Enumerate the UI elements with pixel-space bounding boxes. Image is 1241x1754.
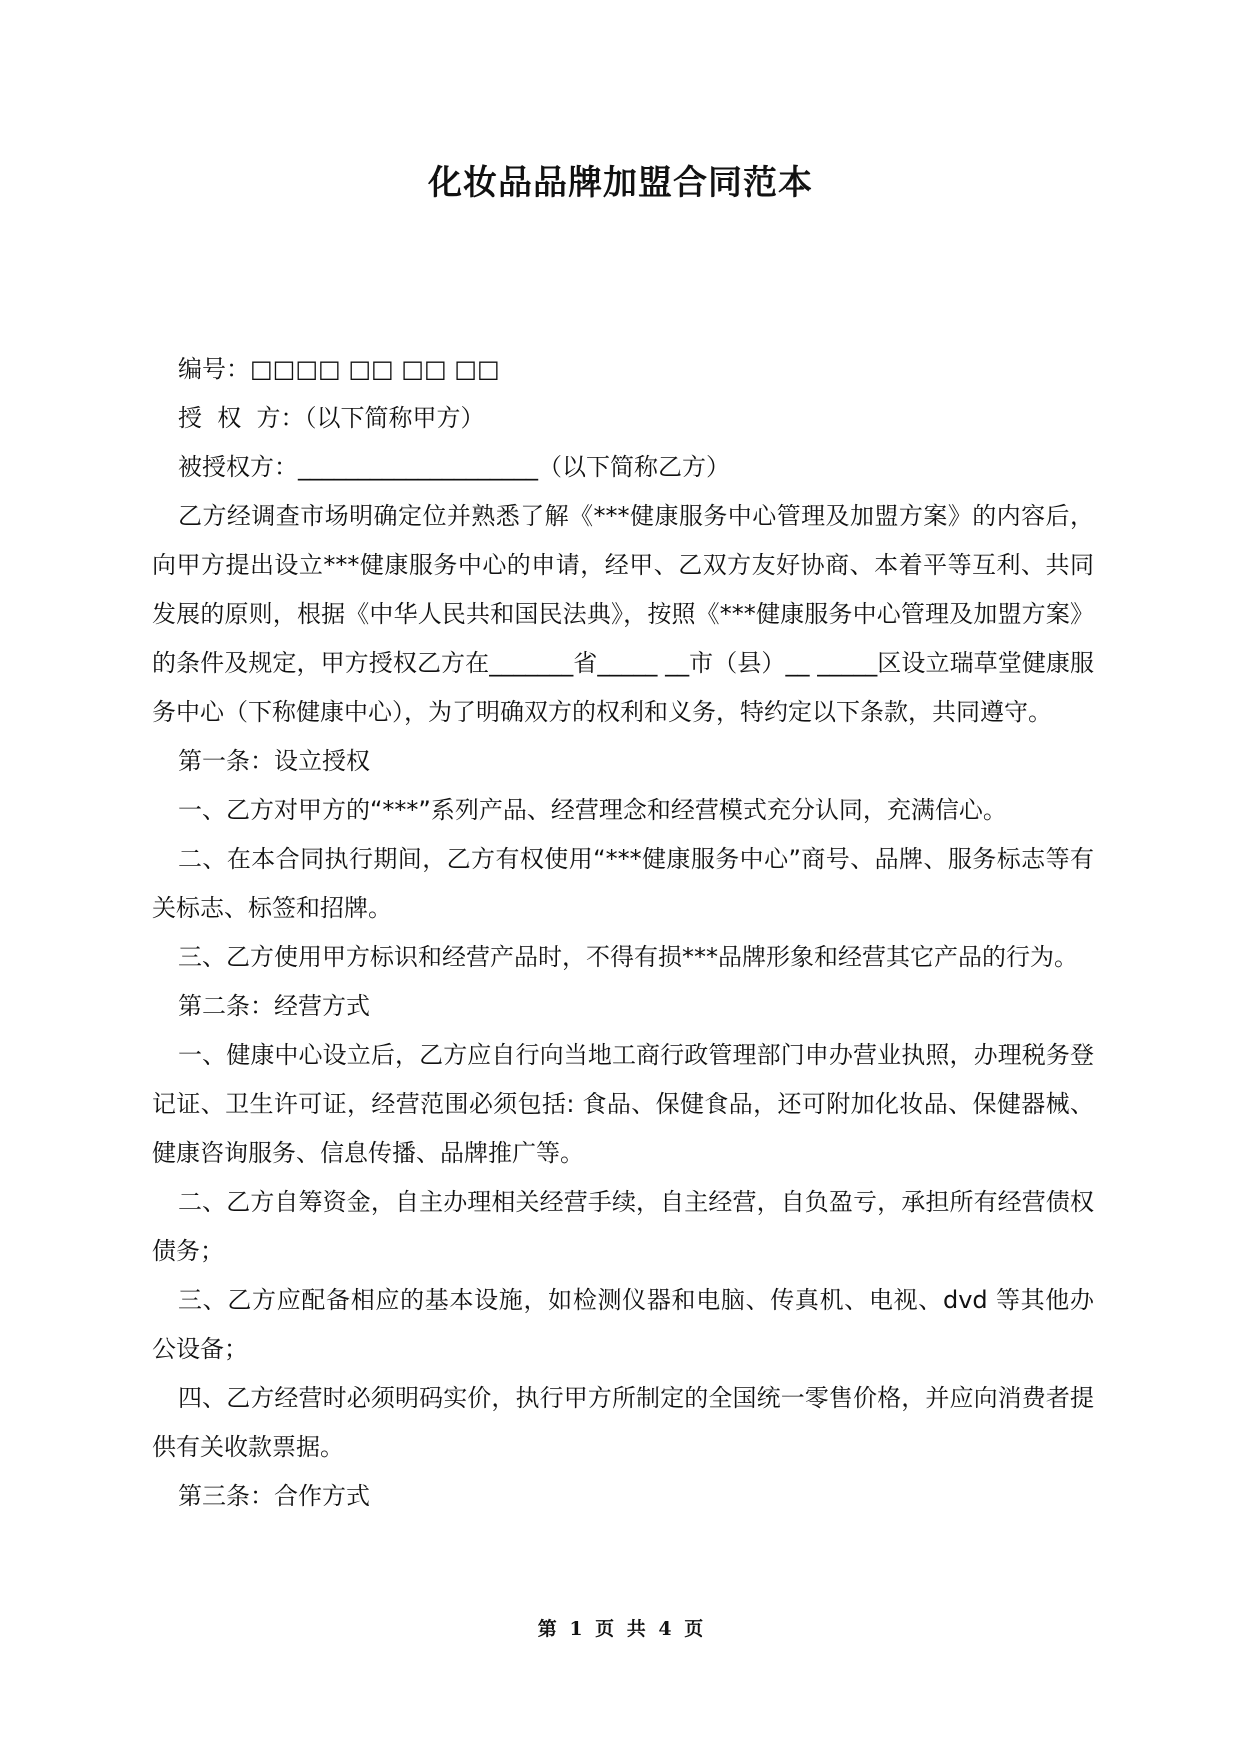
clause-paragraph: 二、乙方自筹资金，自主办理相关经营手续，自主经营，自负盈亏，承担所有经营债权债务；: [152, 1188, 1094, 1265]
clause-paragraph: 二、在本合同执行期间，乙方有权使用“***健康服务中心”商号、品牌、服务标志等有关标志、标签和招牌。: [152, 845, 1094, 922]
contract-number: 编号：□□□□ □□ □□ □□: [178, 355, 500, 383]
clause-paragraph: 一、乙方对甲方的“***”系列产品、经营理念和经营模式充分认同，充满信心。: [178, 796, 1007, 824]
document-body: [152, 345, 1094, 1521]
article-heading: 第一条：设立授权: [178, 747, 370, 775]
clause-paragraph: 四、乙方经营时必须明码实价，执行甲方所制定的全国统一零售价格，并应向消费者提供有关收款票据。: [152, 1384, 1094, 1461]
clause-paragraph: 三、乙方应配备相应的基本设施，如检测仪器和电脑、传真机、电视、dvd 等其他办公设备；: [152, 1286, 1094, 1363]
clause-paragraph: 三、乙方使用甲方标识和经营产品时，不得有损***品牌形象和经营其它产品的行为。: [178, 943, 1078, 971]
licensor-line: 授 权 方：（以下简称甲方）: [178, 404, 485, 432]
page-number-footer: 第 1 页 共 4 页: [537, 1618, 704, 1640]
article-heading: 第二条：经营方式: [178, 992, 370, 1020]
article-heading: 第三条：合作方式: [178, 1482, 370, 1510]
preamble-paragraph: 乙方经调查市场明确定位并熟悉了解《***健康服务中心管理及加盟方案》的内容后，向甲方提出设立***健康服务中心的申请，经甲、乙双方友好协商、本着平等互利、共同发展的原则，根据《中华人民共和国民法典》，按照《***健康服务中心管理及加盟方案》的条件及规定，甲方授权乙方在_______省_____ __市（县）__ _____区设立瑞草堂健康服务中心（下称健康中心），为了明确双方的权利和义务，特约定以下条款，共同遵守。: [152, 502, 1094, 726]
licensee-line: 被授权方：____________________（以下简称乙方）: [178, 453, 730, 481]
clause-paragraph: 一、健康中心设立后，乙方应自行向当地工商行政管理部门申办营业执照，办理税务登记证、卫生许可证，经营范围必须包括: 食品、保健食品，还可附加化妆品、保健器械、健康咨询服务、信息传播、品牌推广等。: [152, 1041, 1094, 1167]
document-title: 化妆品品牌加盟合同范本: [428, 163, 813, 203]
